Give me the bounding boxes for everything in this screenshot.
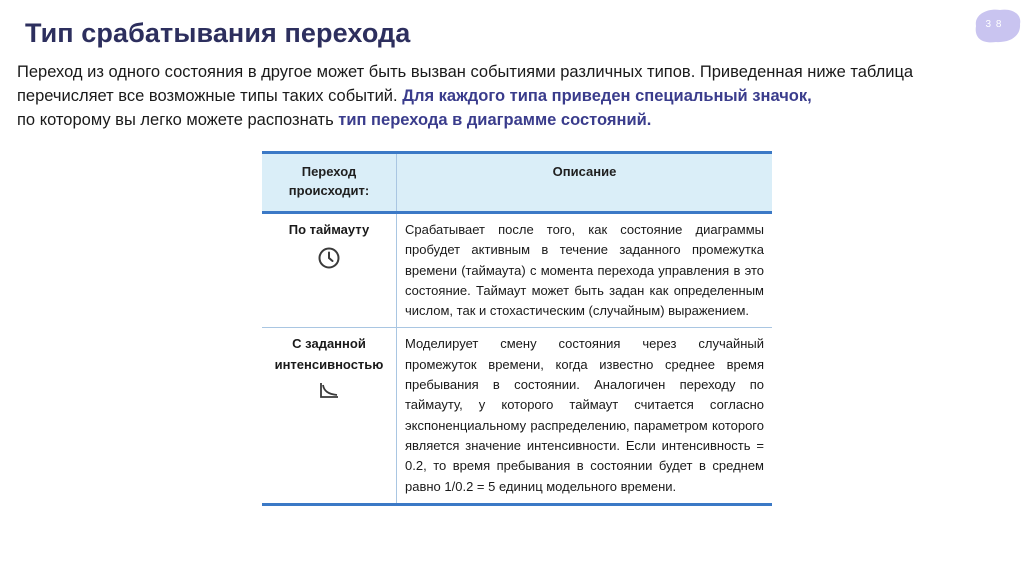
- trigger-cell: [262, 213, 397, 328]
- intro-paragraph: [17, 60, 1007, 132]
- header-description: Описание: [397, 153, 773, 213]
- header-trigger: Переход происходит:: [262, 153, 397, 213]
- intro-text-1: Переход из одного состояния в другое может быть вызван событиями различных типов. Приведенная ниже таблица перечисляет все возможные типы таких событий.: [17, 63, 914, 105]
- table-header-row: [262, 153, 772, 213]
- description-cell: Моделирует смену состояния через случайный промежуток времени, когда известно среднее время пребывания в состоянии. Аналогичен переходу по таймауту, у которого таймаут считается согласно экспоненциальному распределению, параметром которого является значение интенсивности. Если интенсивность = 0.2, то время пребывания в состоянии будет в среднем равно 1/0.2 = 5 единиц модельного времени.: [397, 328, 773, 504]
- transition-types-table: [262, 151, 772, 506]
- trigger-cell: [262, 328, 397, 504]
- clock-icon: [317, 246, 341, 270]
- rate-decay-icon: [317, 381, 341, 399]
- trigger-label: С заданной интенсивностью: [274, 336, 384, 372]
- page-number-badge: [966, 6, 1022, 44]
- intro-highlight-2: тип перехода в диаграмме состояний.: [338, 111, 652, 129]
- page-title: Тип срабатывания перехода: [25, 18, 411, 48]
- page-number: 3 8: [985, 19, 1003, 30]
- intro-highlight-1: Для каждого типа приведен специальный значок,: [402, 87, 812, 105]
- trigger-label: По таймауту: [288, 222, 370, 237]
- table-row: [262, 328, 772, 504]
- description-cell: Срабатывает после того, как состояние диаграммы пробудет активным в течение заданного промежутка времени (таймаута) с момента перехода управления в это состояние. Таймаут может быть задан как определенным числом, так и стохастическим (случайным) выражением.: [397, 213, 773, 328]
- table-row: [262, 213, 772, 328]
- intro-text-2: по которому вы легко можете распознать: [17, 111, 339, 129]
